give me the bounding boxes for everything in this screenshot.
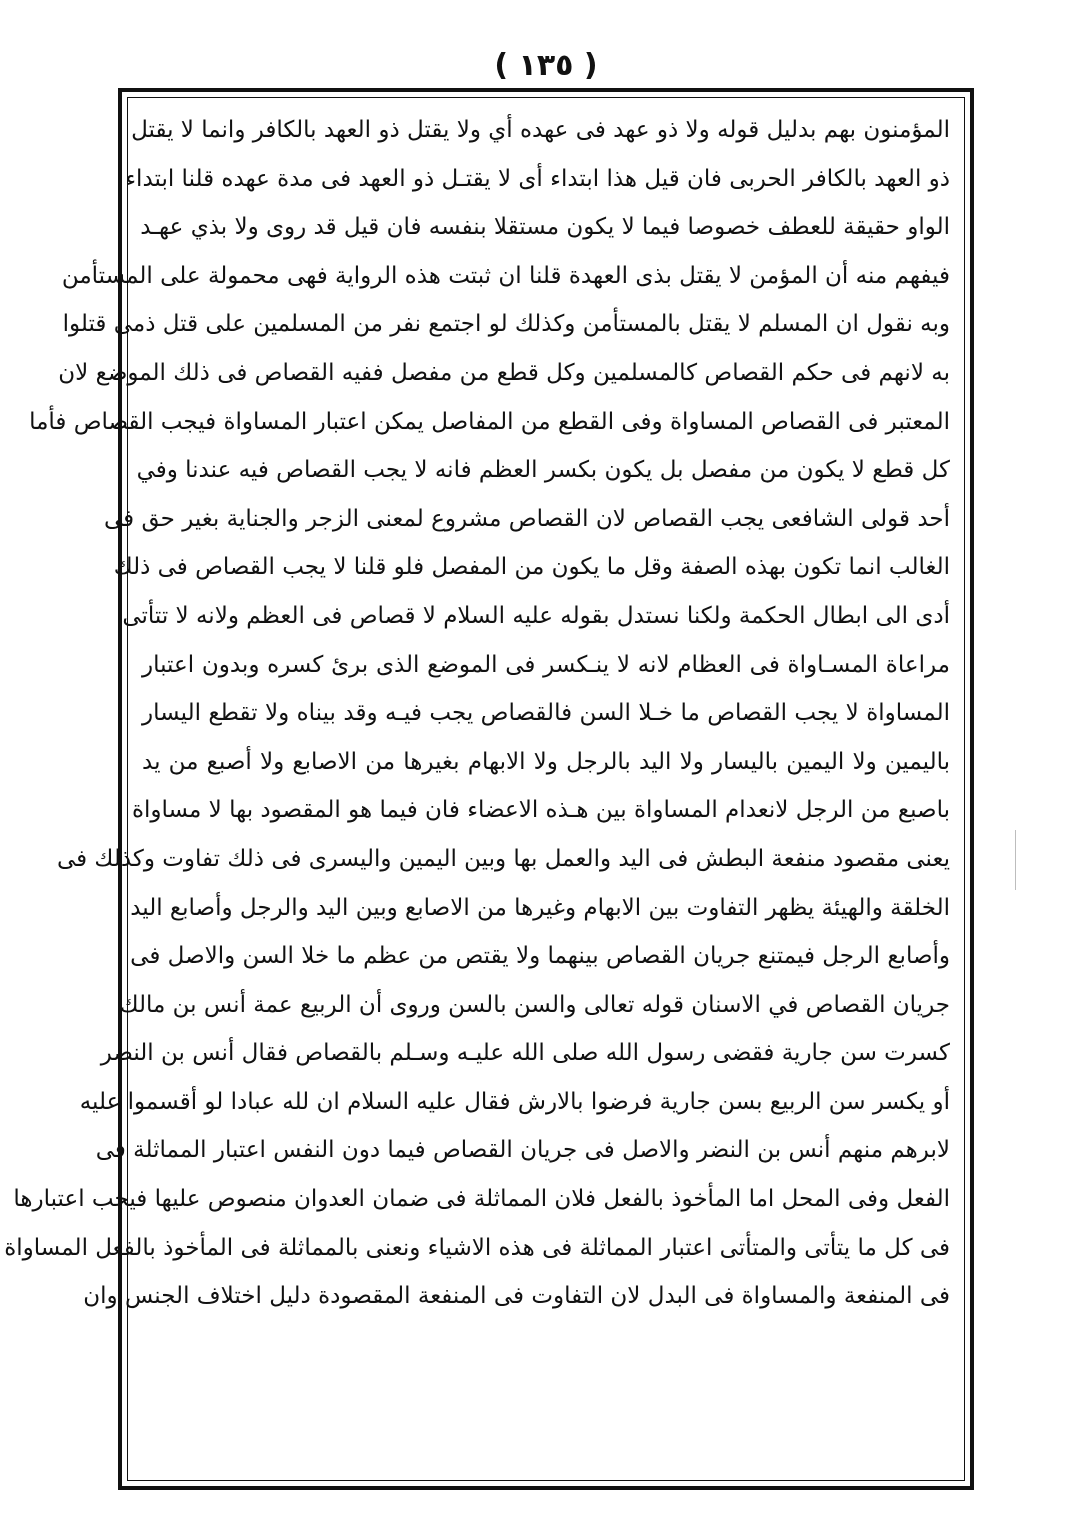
text-line: الغالب انما تكون بهذه الصفة وقل ما يكون من المفصل فلو قلنا لا يجب القصاص فى ذلك [113,554,950,581]
text-line: أحد قولى الشافعى يجب القصاص لان القصاص مشروع لمعنى الزجر والجناية بغير حق فى [104,505,950,532]
body-text [4,106,950,1476]
text-line: أدى الى ابطال الحكمة ولكنا نستدل بقوله عليه السلام لا قصاص فى العظم ولانه لا تتأتى [122,602,950,629]
text-line: باليمين ولا اليمين باليسار ولا اليد بالرجل ولا الابهام بغيرها من الاصابع ولا أصبع من يد [142,748,950,775]
text-line: به لانهم فى حكم القصاص كالمسلمين وكل قطع من مفصل ففيه القصاص فى ذلك الموضع لان [58,359,950,386]
text-line: جريان القصاص في الاسنان قوله تعالى والسن بالسن وروى أن الربيع عمة أنس بن مالك [119,991,950,1018]
scan-artifact-line [1015,830,1016,890]
text-line: أو يكسر سن الربيع بسن جارية فرضوا بالارش فقال عليه السلام ان لله عبادا لو أقسموا عليه [79,1088,950,1115]
text-line: المساواة لا يجب القصاص ما خـلا السن فالقصاص يجب فيـه وقد بيناه ولا تقطع اليسار [142,700,950,727]
text-line: كل قطع لا يكون من مفصل بل يكون بكسر العظم فانه لا يجب القصاص فيه عندنا وفي [136,457,950,484]
text-line: الفعل وفى المحل اما المأخوذ بالفعل فلان المماثلة فى ضمان العدوان منصوص عليها فيجب اعتبارها [13,1186,950,1213]
text-line: وبه نقول ان المسلم لا يقتل بالمستأمن وكذلك لو اجتمع نفر من المسلمين على قتل ذمى قتلوا [62,311,950,338]
text-line: كسرت سن جارية فقضى رسول الله صلى الله عليـه وسـلم بالقصاص فقال أنس بن النضر [100,1040,950,1067]
text-line: المؤمنون بهم بدليل قوله ولا ذو عهد فى عهده أي ولا يقتل ذو العهد بالكافر وانما لا يقتل [131,117,950,143]
text-line: وأصابع الرجل فيمتنع جريان القصاص بينهما ولا يقتص من عظم ما خلا السن والاصل فى [130,943,950,970]
text-line: المعتبر فى القصاص المساواة وفى القطع من المفاصل يمكن اعتبار المساواة فيجب القصاص فأما [29,408,950,435]
text-line: باصبع من الرجل لانعدام المساواة بين هـذه الاعضاء فان فيما هو المقصود بها لا مساواة [131,797,950,824]
text-line: لابرهم منهم أنس بن النضر والاصل فى جريان القصاص فيما دون النفس اعتبار المماثلة فى [95,1137,950,1164]
text-line: فى كل ما يتأتى والمتأتى اعتبار المماثلة فى هذه الاشياء ونعنى بالمماثلة فى المأخوذ بالفعل المساواة [4,1234,950,1261]
text-line: الخلقة والهيئة يظهر التفاوت بين الابهام وغيرها من الاصابع وبين اليد والرجل وأصابع اليد [130,894,950,921]
page-number: ( ١٣٥ ) [494,48,598,83]
text-line: الواو حقيقة للعطف خصوصا فيما لا يكون مستقلا بنفسه فان قيل قد روى ولا بذي عهـد [140,214,950,241]
text-line: يعنى مقصود منفعة البطش فى اليد والعمل بها وبين اليمين واليسرى فى ذلك تفاوت وكذلك فى [56,845,950,872]
text-line: مراعاة المسـاواة فى العظام لانه لا ينـكسر فى الموضع الذى برئ كسره وبدون اعتبار [142,651,950,678]
text-line: ذو العهد بالكافر الحربى فان قيل هذا ابتداء أى لا يقتـل ذو العهد فى مدة عهده قلنا ابتداء [125,165,950,192]
text-line: فيفهم منه أن المؤمن لا يقتل بذى العهدة قلنا ان ثبتت هذه الرواية فهى محمولة على المستأمن [61,262,950,289]
text-line: فى المنفعة والمساواة فى البدل لان التفاوت فى المنفعة المقصودة دليل اختلاف الجنس وان [83,1283,950,1310]
